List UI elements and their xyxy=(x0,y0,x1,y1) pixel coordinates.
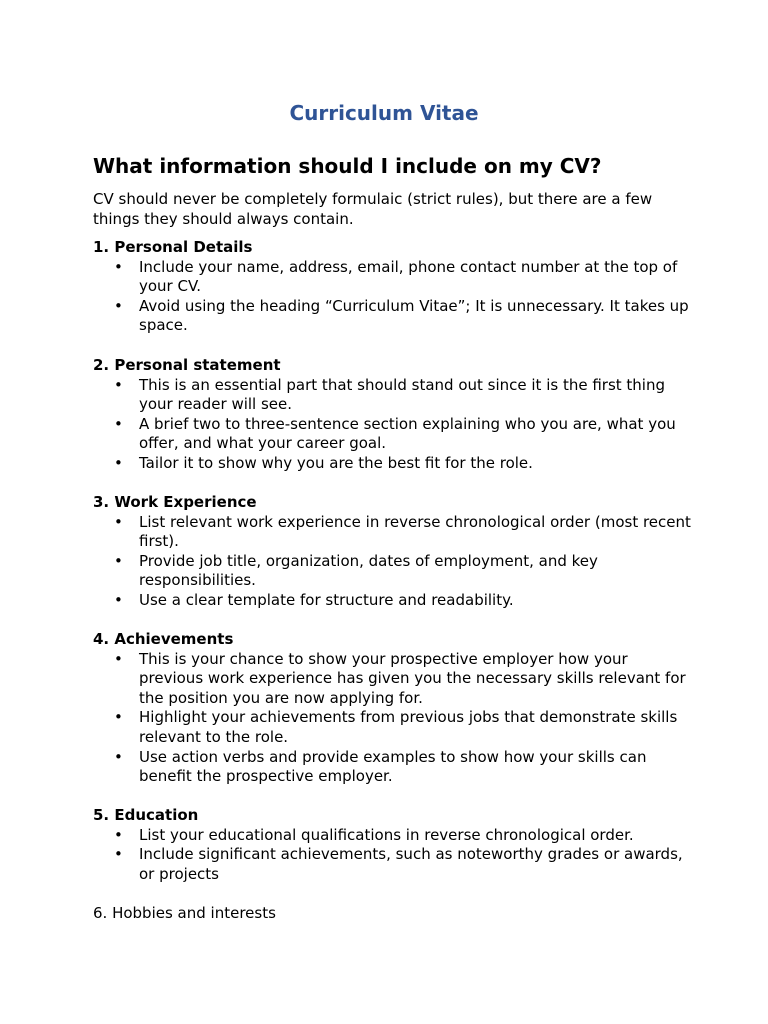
bullet-list xyxy=(93,650,693,787)
section-personal-statement xyxy=(93,356,693,474)
list-item-text: This is an essential part that should stand out since it is the first thing your reader will see. xyxy=(139,375,665,414)
list-item xyxy=(93,513,693,552)
bullet-icon: • xyxy=(114,296,123,315)
section-hobbies-and-interests xyxy=(93,904,693,924)
section-title: 5. Education xyxy=(93,806,199,824)
list-item xyxy=(93,297,693,336)
bullet-list xyxy=(93,258,693,336)
section-title: 6. Hobbies and interests xyxy=(93,904,276,922)
section-title: 1. Personal Details xyxy=(93,238,253,256)
bullet-list xyxy=(93,826,693,885)
list-item-text: Provide job title, organization, dates of employment, and key responsibilities. xyxy=(139,551,598,590)
bullet-icon: • xyxy=(114,708,123,727)
section-education xyxy=(93,806,693,884)
list-item-text: Tailor it to show why you are the best fit for the role. xyxy=(139,453,533,472)
list-item xyxy=(93,826,693,846)
section-achievements xyxy=(93,630,693,787)
section-work-experience xyxy=(93,493,693,611)
list-item xyxy=(93,748,693,787)
intro-paragraph: CV should never be completely formulaic (strict rules), but there are a few things they should always contain. xyxy=(93,190,653,228)
list-item-text: List your educational qualifications in reverse chronological order. xyxy=(139,825,634,844)
list-item xyxy=(93,376,693,415)
list-item xyxy=(93,591,693,611)
section-personal-details xyxy=(93,238,693,336)
bullet-icon: • xyxy=(114,414,123,433)
section-title: 3. Work Experience xyxy=(93,493,257,511)
bullet-icon: • xyxy=(114,747,123,766)
list-item-text: Include significant achievements, such as noteworthy grades or awards, or projects xyxy=(139,845,683,883)
list-item-text: Avoid using the heading “Curriculum Vitae”; It is unnecessary. It takes up space. xyxy=(139,296,689,335)
list-item-text: Highlight your achievements from previous jobs that demonstrate skills relevant to the role. xyxy=(139,708,678,746)
list-item-text: Use a clear template for structure and readability. xyxy=(139,590,514,609)
bullet-icon: • xyxy=(114,590,123,609)
bullet-icon: • xyxy=(114,551,123,570)
list-item xyxy=(93,415,693,454)
list-item-text: This is your chance to show your prospective employer how your previous work experience has given you the necessary skills relevant for the position you are now applying for. xyxy=(139,649,686,707)
list-item xyxy=(93,650,693,709)
list-item xyxy=(93,845,693,884)
list-item-text: A brief two to three-sentence section explaining who you are, what you offer, and what your career goal. xyxy=(139,414,676,453)
list-item xyxy=(93,708,693,747)
bullet-list xyxy=(93,376,693,474)
bullet-icon: • xyxy=(114,375,123,394)
document-heading: What information should I include on my CV? xyxy=(93,154,602,178)
section-title: 4. Achievements xyxy=(93,630,234,648)
bullet-icon: • xyxy=(114,825,123,844)
bullet-icon: • xyxy=(114,649,123,668)
document-title: Curriculum Vitae xyxy=(289,101,479,125)
list-item-text: Include your name, address, email, phone contact number at the top of your CV. xyxy=(139,257,678,296)
section-title: 2. Personal statement xyxy=(93,356,281,374)
list-item-text: Use action verbs and provide examples to show how your skills can benefit the prospective employer. xyxy=(139,747,647,786)
list-item-text: List relevant work experience in reverse chronological order (most recent first). xyxy=(139,512,691,551)
bullet-icon: • xyxy=(114,257,123,276)
list-item xyxy=(93,454,693,474)
bullet-icon: • xyxy=(114,512,123,531)
bullet-icon: • xyxy=(114,453,123,472)
list-item xyxy=(93,258,693,297)
bullet-list xyxy=(93,513,693,611)
list-item xyxy=(93,552,693,591)
bullet-icon: • xyxy=(114,845,123,864)
